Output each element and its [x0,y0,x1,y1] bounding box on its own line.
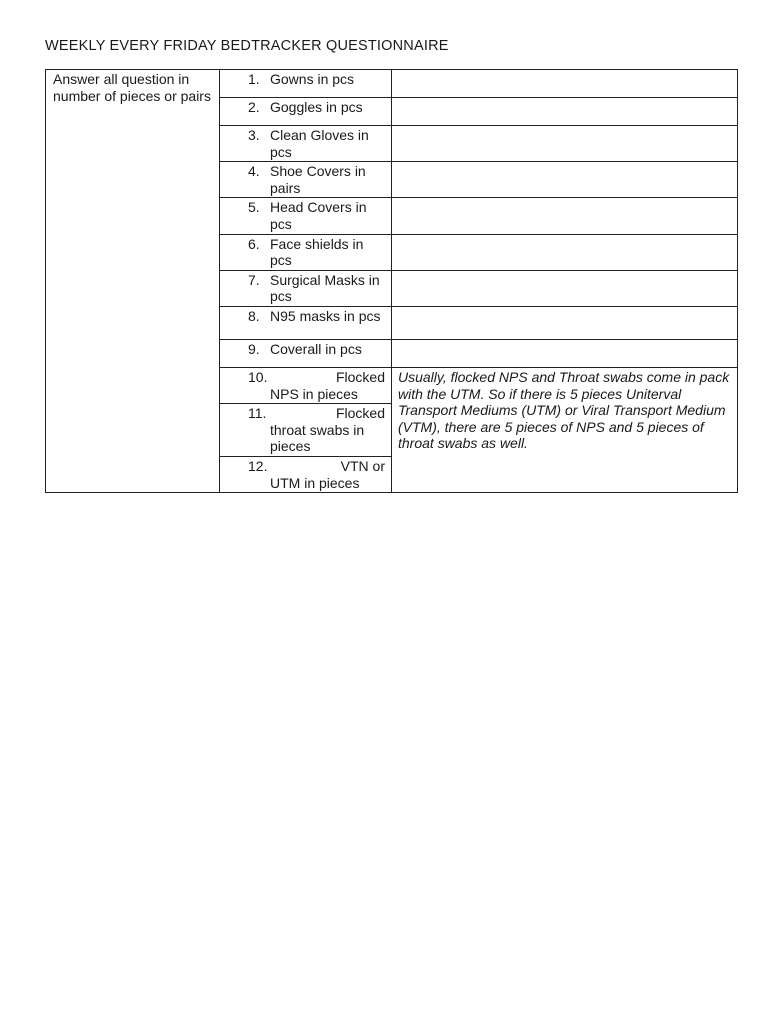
question-text: Head Covers in pcs [270,199,367,232]
question-cell [220,339,392,367]
instruction-cell [46,70,220,493]
question-cell [220,456,392,492]
question-item [226,458,385,491]
question-number: 4. [248,163,260,180]
answer-field[interactable] [392,70,738,98]
answer-field[interactable] [392,162,738,198]
question-text-first: Flocked [335,368,385,385]
question-text-rest: throat swabs in pieces [270,421,365,455]
question-number: 11. [248,405,267,422]
question-number: 8. [248,307,260,324]
question-number: 9. [248,340,260,357]
question-text: N95 masks in pcs [270,307,381,324]
table-row [46,70,738,98]
question-text-rest: NPS in pieces [270,385,358,402]
question-text: Shoe Covers in pairs [270,163,366,196]
question-text-wrapper [270,405,385,455]
answer-field[interactable] [392,198,738,234]
document-title: WEEKLY EVERY FRIDAY BEDTRACKER QUESTIONNAIRE [45,38,449,54]
question-item [226,272,385,305]
answer-field[interactable] [392,339,738,367]
question-number: 10. [248,368,268,385]
answer-field[interactable] [392,98,738,126]
question-item [226,341,385,358]
question-text-wrapper [270,458,385,491]
question-cell [220,270,392,306]
question-item [226,308,385,325]
question-number: 6. [248,235,260,252]
question-item [226,99,385,116]
question-text-wrapper [270,369,385,402]
question-text: Face shields in pcs [270,235,364,269]
question-text-first: Flocked [335,405,385,422]
question-cell [220,306,392,339]
question-text-first-line [270,405,385,422]
answer-field[interactable] [392,306,738,339]
question-item [226,199,385,232]
question-text-rest: UTM in pieces [270,474,360,491]
answer-field[interactable] [392,126,738,162]
question-cell [220,70,392,98]
question-cell [220,404,392,457]
question-text-first-line [270,458,385,475]
question-item [226,369,385,402]
note-cell [392,367,738,492]
question-cell [220,126,392,162]
question-cell [220,162,392,198]
note-text: Usually, flocked NPS and Throat swabs come in pack with the UTM. So if there is 5 pieces Uniterval Transport Mediums (UTM) or Viral Transport Medium (VTM), there are 5 pieces of NPS and 5 pieces of throat swabs as well. [398,368,730,452]
question-text: Surgical Masks in pcs [270,271,380,305]
question-item [226,163,385,196]
question-cell [220,367,392,403]
question-item [226,236,385,269]
question-item [226,127,385,160]
instruction-text: Answer all question in number of pieces or pairs [53,71,211,104]
question-cell [220,234,392,270]
question-number: 1. [248,71,260,87]
question-text: Clean Gloves in pcs [270,127,369,160]
question-text-first-line [270,369,385,386]
question-text: Coverall in pcs [270,340,362,357]
question-item [226,71,385,88]
answer-field[interactable] [392,234,738,270]
question-text-first: VTN or [340,457,385,474]
question-text: Goggles in pcs [270,99,363,115]
question-number: 2. [248,99,260,115]
answer-field[interactable] [392,270,738,306]
question-text: Gowns in pcs [270,71,355,87]
question-item [226,405,385,455]
questionnaire-table [45,69,738,493]
question-cell [220,98,392,126]
question-number: 5. [248,199,260,216]
question-number: 7. [248,271,260,288]
question-number: 3. [248,127,260,143]
question-cell [220,198,392,234]
question-number: 12. [248,457,268,474]
